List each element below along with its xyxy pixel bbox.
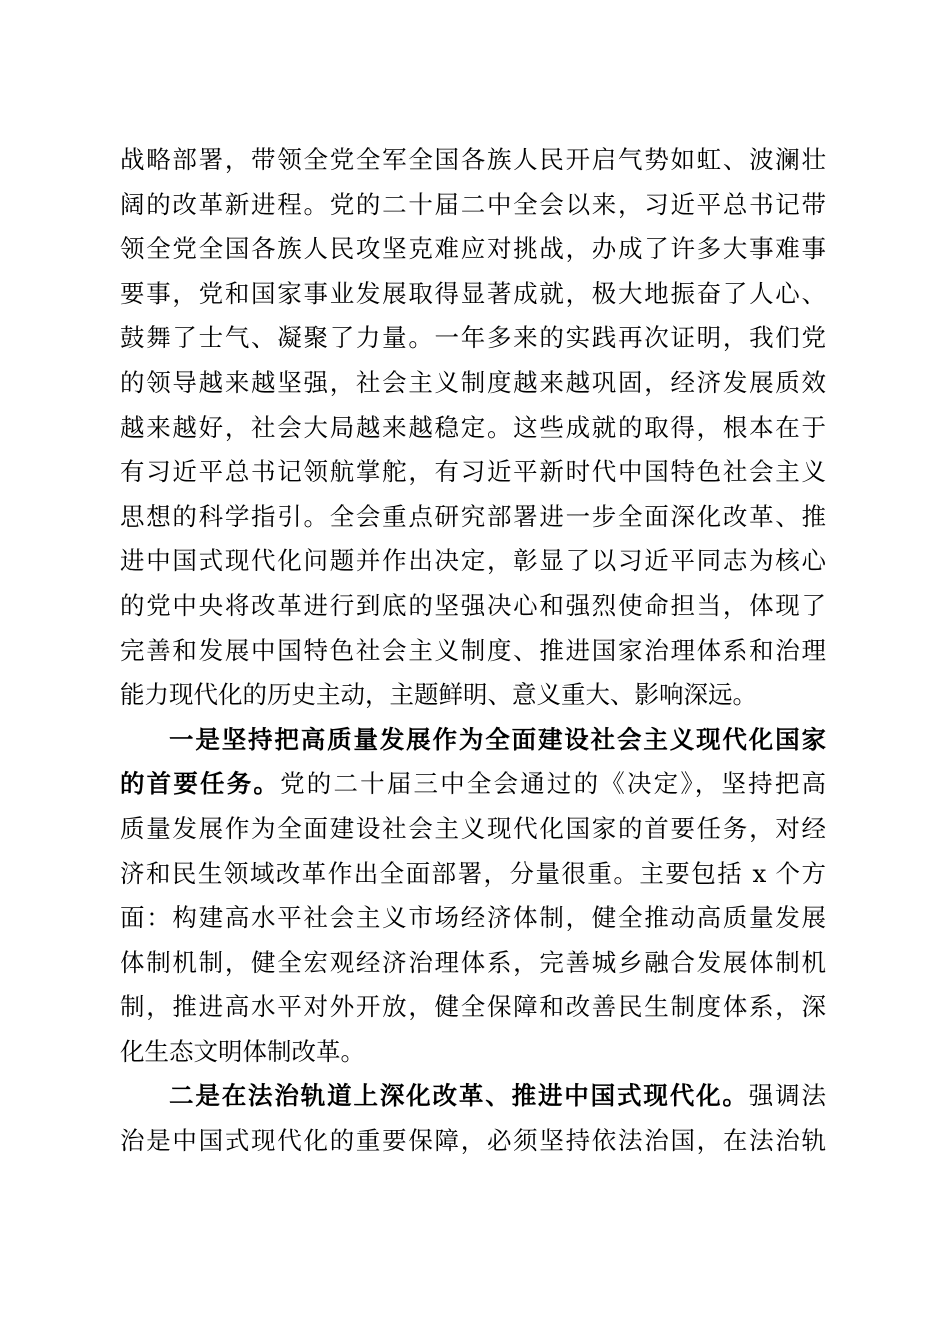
text-line: 治是中国式现代化的重要保障，必须坚持依法治国，在法治轨 xyxy=(120,1126,826,1156)
section-heading: 的首要任务。 xyxy=(120,769,281,799)
text-line: 战略部署，带领全党全军全国各族人民开启气势如虹、波澜壮 xyxy=(120,145,826,174)
text-line: 有习近平总书记领航掌舵，有习近平新时代中国特色社会主义 xyxy=(120,457,826,487)
text-segment: 党的二十届三中全会通过的《决定》，坚持把高 xyxy=(280,769,827,799)
paragraph-intro xyxy=(120,138,826,718)
text-line xyxy=(120,1074,826,1119)
text-line: 化生态文明体制改革。 xyxy=(120,1036,365,1066)
paragraph-point-two xyxy=(120,1074,826,1163)
text-line: 要事，党和国家事业发展取得显著成就，极大地振奋了人心、 xyxy=(120,278,826,308)
text-line: 的党中央将改革进行到底的坚强决心和强烈使命担当，体现了 xyxy=(120,590,826,620)
paragraph-point-one xyxy=(120,718,826,1075)
text-line: 济和民生领域改革作出全面部署，分量很重。主要包括 x 个方 xyxy=(120,858,826,888)
text-line: 思想的科学指引。全会重点研究部署进一步全面深化改革、推 xyxy=(120,501,826,531)
text-line: 阔的改革新进程。党的二十届二中全会以来，习近平总书记带 xyxy=(120,189,826,219)
document-body xyxy=(120,138,826,1164)
text-line: 完善和发展中国特色社会主义制度、推进国家治理体系和治理 xyxy=(120,635,826,665)
text-line: 领全党全国各族人民攻坚克难应对挑战，办成了许多大事难事 xyxy=(120,234,826,264)
text-line: 体制机制，健全宏观经济治理体系，完善城乡融合发展体制机 xyxy=(120,947,826,977)
text-segment: 强调法 xyxy=(748,1081,827,1111)
text-line xyxy=(120,762,826,807)
section-heading: 二是在法治轨道上深化改革、推进中国式现代化。 xyxy=(169,1081,749,1111)
text-line: 质量发展作为全面建设社会主义现代化国家的首要任务，对经 xyxy=(120,813,826,843)
text-line: 越来越好，社会大局越来越稳定。这些成就的取得，根本在于 xyxy=(120,412,826,442)
text-line: 的领导越来越坚强，社会主义制度越来越巩固，经济发展质效 xyxy=(120,367,826,397)
text-line: 进中国式现代化问题并作出决定，彰显了以习近平同志为核心 xyxy=(120,546,826,576)
text-line: 制，推进高水平对外开放，健全保障和改善民生制度体系，深 xyxy=(120,992,826,1022)
text-line: 面：构建高水平社会主义市场经济体制，健全推动高质量发展 xyxy=(120,903,826,933)
text-line: 能力现代化的历史主动，主题鲜明、意义重大、影响深远。 xyxy=(120,680,757,710)
section-heading: 一是坚持把高质量发展作为全面建设社会主义现代化国家 xyxy=(169,724,826,754)
text-line: 鼓舞了士气、凝聚了力量。一年多来的实践再次证明，我们党 xyxy=(120,323,826,353)
